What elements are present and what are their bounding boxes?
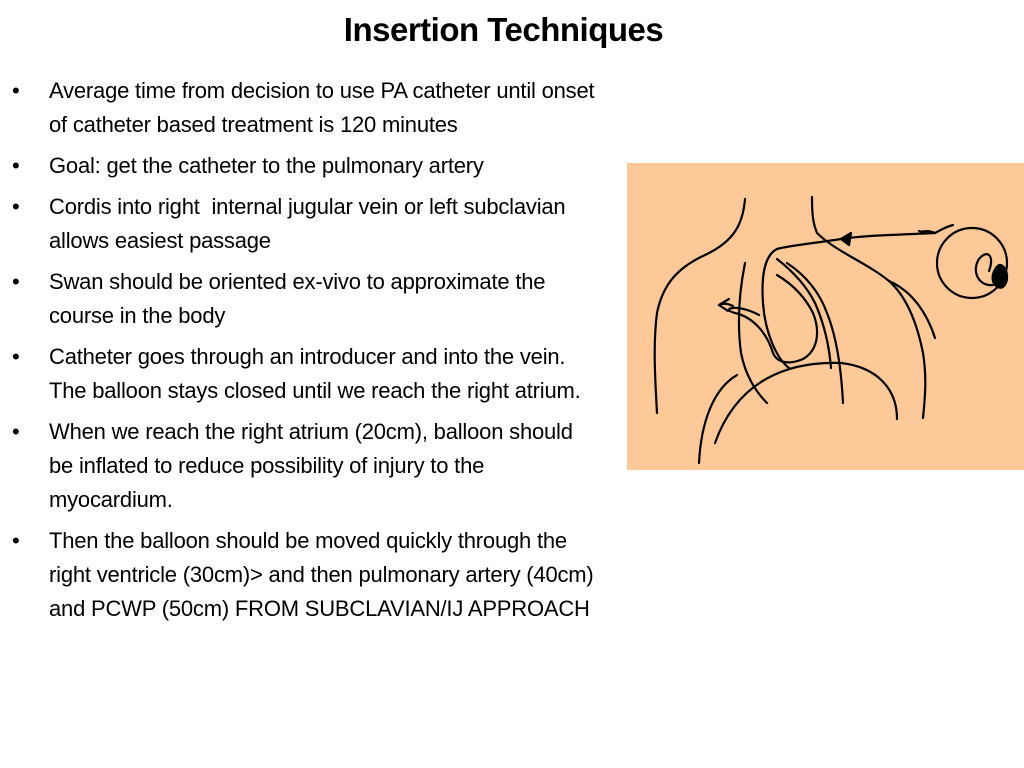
chest-catheter-illustration-icon (627, 163, 1024, 470)
bullet-item (0, 340, 600, 408)
catheter-coil-inner (976, 254, 993, 285)
diaphragm-line (715, 363, 897, 443)
bullet-item (0, 149, 600, 183)
catheter-blob-icon (992, 265, 1007, 288)
bullet-dot-icon: • (12, 419, 20, 444)
heart-inner-line-2 (787, 263, 843, 403)
bullet-list (0, 74, 600, 633)
neck-right-line (812, 197, 925, 418)
bullet-item (0, 415, 600, 517)
slide-title: Insertion Techniques (343, 11, 664, 48)
bullet-item (0, 524, 600, 626)
bullet-text: Cordis into right internal jugular vein or left subclavian allows easiest passage (49, 194, 572, 253)
bullet-item (0, 74, 600, 142)
bullet-text: When we reach the right atrium (20cm), balloon should be inflated to reduce possibility of injury to the myocardium. (49, 419, 573, 512)
bullet-dot-icon: • (12, 344, 20, 369)
bullet-dot-icon: • (12, 528, 20, 553)
bullet-dot-icon: • (12, 153, 20, 178)
catheter-coil-tail (935, 225, 953, 233)
diaphragm-left-line (699, 375, 737, 463)
bullet-text: Catheter goes through an introducer and into the vein. The balloon stays closed until we reach the right atrium. (49, 344, 581, 403)
bullet-item (0, 190, 600, 258)
atrium-loop-line (729, 275, 817, 362)
bullet-text: Average time from decision to use PA catheter until onset of catheter based treatment is 120 minutes (49, 78, 595, 137)
bullet-text: Swan should be oriented ex-vivo to approximate the course in the body (49, 269, 546, 328)
bullet-text: Then the balloon should be moved quickly through the right ventricle (30cm)> and then pulmonary artery (40cm) and PCWP (50cm) FROM SUBCLAVIAN/IJ APPROACH (49, 528, 594, 621)
bullet-dot-icon: • (12, 269, 20, 294)
bullet-dot-icon: • (12, 194, 20, 219)
chest-catheter-figure (627, 163, 1024, 470)
bullet-dot-icon: • (12, 78, 20, 103)
catheter-arrow-icon (841, 233, 851, 245)
catheter-line (763, 233, 935, 368)
bullet-item (0, 265, 600, 333)
bullet-text: Goal: get the catheter to the pulmonary artery (49, 153, 484, 178)
